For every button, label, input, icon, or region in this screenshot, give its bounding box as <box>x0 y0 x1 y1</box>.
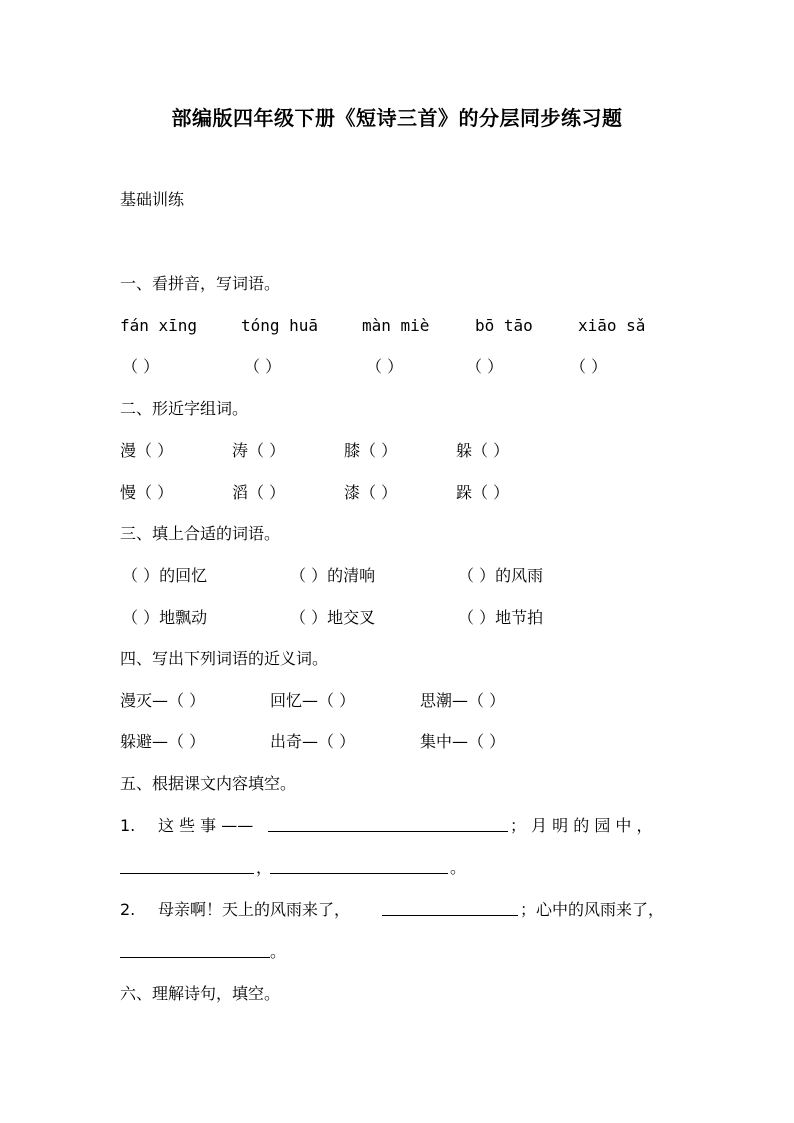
q2-item[interactable]: 跺（ ） <box>456 483 510 502</box>
q2-item[interactable]: 漫（ ） <box>120 441 174 460</box>
q5-item1-blank-b[interactable] <box>120 857 254 880</box>
q2-heading: 二、形近字组词。 <box>120 399 249 418</box>
q5-item2-end: 。 <box>270 942 287 961</box>
q5-item1-end: 。 <box>450 858 467 877</box>
pinyin-1: fán xīng <box>120 316 198 335</box>
page-title: 部编版四年级下册《短诗三首》的分层同步练习题 <box>171 106 623 130</box>
answer-bracket[interactable]: （ ） <box>366 357 404 376</box>
q6-heading: 六、理解诗句，填空。 <box>120 984 281 1003</box>
q5-item2-mid: ；心中的风雨来了， <box>520 900 665 919</box>
q4-item[interactable]: 躲避—（ ） <box>120 732 206 751</box>
q3-item[interactable]: （ ）地节拍 <box>458 608 544 627</box>
answer-bracket[interactable]: （ ） <box>244 357 282 376</box>
q4-heading: 四、写出下列词语的近义词。 <box>120 649 329 668</box>
q5-item2-blank-a[interactable] <box>382 899 518 922</box>
q5-item1-blank-c[interactable] <box>270 857 448 880</box>
q5-item1-blank-a[interactable] <box>268 815 508 838</box>
q4-item[interactable]: 回忆—（ ） <box>270 691 356 710</box>
q5-item2-blank-b[interactable] <box>120 941 270 964</box>
q5-heading: 五、根据课文内容填空。 <box>120 774 297 793</box>
q5-item1-lead: 这 些 事 —— <box>158 816 254 835</box>
q5-item2-number: 2. <box>120 900 136 919</box>
q2-item[interactable]: 慢（ ） <box>120 483 174 502</box>
q5-item1-mid: ； 月 明 的 园 中 ， <box>510 816 653 835</box>
q2-item[interactable]: 膝（ ） <box>344 441 398 460</box>
section-basic: 基础训练 <box>120 190 185 209</box>
q3-heading: 三、填上合适的词语。 <box>120 524 281 543</box>
pinyin-3: màn miè <box>362 316 430 335</box>
q2-item[interactable]: 躲（ ） <box>456 441 510 460</box>
answer-bracket[interactable]: （ ） <box>122 357 160 376</box>
q4-item[interactable]: 出奇—（ ） <box>270 732 356 751</box>
q1-heading: 一、看拼音，写词语。 <box>120 274 281 293</box>
pinyin-2: tóng huā <box>241 316 319 335</box>
pinyin-5: xiāo sǎ <box>578 316 646 335</box>
answer-bracket[interactable]: （ ） <box>570 357 608 376</box>
q5-item1-sep: ， <box>256 858 273 877</box>
q3-item[interactable]: （ ）地交叉 <box>290 608 376 627</box>
q4-item[interactable]: 思潮—（ ） <box>420 691 506 710</box>
q2-item[interactable]: 涛（ ） <box>232 441 286 460</box>
q5-item2-lead: 母亲啊！天上的风雨来了， <box>158 900 351 919</box>
q2-item[interactable]: 漆（ ） <box>344 483 398 502</box>
q3-item[interactable]: （ ）的清响 <box>290 566 376 585</box>
q3-item[interactable]: （ ）地飘动 <box>122 608 208 627</box>
pinyin-4: bō tāo <box>475 316 533 335</box>
q5-item1-number: 1. <box>120 816 136 835</box>
q3-item[interactable]: （ ）的回忆 <box>122 566 208 585</box>
q2-item[interactable]: 滔（ ） <box>232 483 286 502</box>
q4-item[interactable]: 集中—（ ） <box>420 732 506 751</box>
q3-item[interactable]: （ ）的风雨 <box>458 566 544 585</box>
q4-item[interactable]: 漫灭—（ ） <box>120 691 206 710</box>
answer-bracket[interactable]: （ ） <box>466 357 504 376</box>
